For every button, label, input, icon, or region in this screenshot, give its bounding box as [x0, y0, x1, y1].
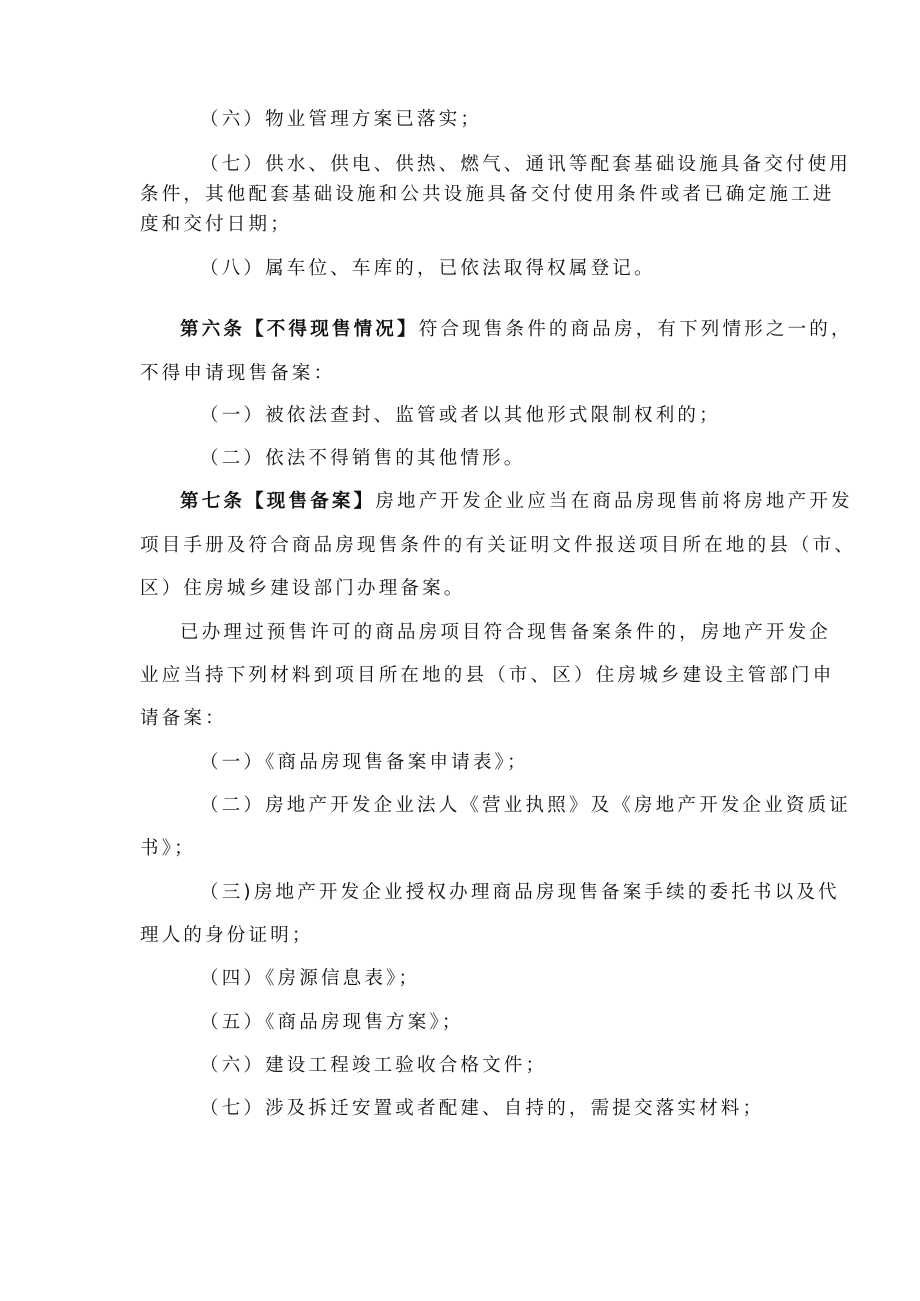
- article-7-line-1: [180, 490, 853, 514]
- clause-7-item-line-3: 度和交付日期；: [140, 214, 292, 235]
- material-item-2-line-1: （二）房地产开发企业法人《营业执照》及《房地产开发企业资质证: [200, 795, 852, 816]
- article-6-line-2: 不得申请现售备案：: [140, 363, 336, 384]
- material-item-6: （六）建设工程竣工验收合格文件；: [200, 1055, 548, 1076]
- clause-8-item: （八）属车位、车库的，已依法取得权属登记。: [200, 258, 656, 279]
- article-7-text: 房地产开发企业应当在商品房现售前将房地产开发: [375, 491, 853, 512]
- material-item-2-line-2: 书》；: [140, 838, 196, 859]
- material-item-7: （七）涉及拆迁安置或者配建、自持的，需提交落实材料；: [200, 1098, 765, 1119]
- clause-7-item-line-2: 条件，其他配套基础设施和公共设施具备交付使用条件或者已确定施工进: [140, 184, 835, 205]
- article-6-heading: 第六条【不得现售情况】: [180, 319, 419, 340]
- article-7-heading: 第七条【现售备案】: [180, 491, 376, 512]
- clause-6-item: （六）物业管理方案已落实；: [200, 109, 483, 130]
- material-item-3-line-1: （三)房地产开发企业授权办理商品房现售备案手续的委托书以及代: [200, 882, 840, 903]
- clause-7-item-line-1: （七）供水、供电、供热、燃气、通讯等配套基础设施具备交付使用: [200, 154, 852, 175]
- article-6-item-1: （一）被依法查封、监管或者以其他形式限制权利的；: [200, 405, 721, 426]
- paragraph-line-2: 业应当持下列材料到项目所在地的县（市、区）住房城乡建设主管部门申: [140, 665, 835, 686]
- article-6-text: 符合现售条件的商品房，有下列情形之一的，: [418, 319, 853, 340]
- material-item-3-line-2: 理人的身份证明；: [140, 925, 314, 946]
- material-item-4: （四）《房源信息表》；: [200, 968, 421, 989]
- material-item-5: （五）《商品房现售方案》；: [200, 1012, 464, 1033]
- paragraph-line-1: 已办理过预售许可的商品房项目符合现售备案条件的，房地产开发企: [180, 622, 832, 643]
- article-7-line-3: 区）住房城乡建设部门办理备案。: [140, 578, 466, 599]
- article-7-line-2: 项目手册及符合商品房现售条件的有关证明文件报送项目所在地的县（市、: [140, 535, 857, 556]
- paragraph-line-3: 请备案：: [140, 708, 227, 729]
- article-6-line-1: [180, 318, 853, 342]
- article-6-item-2: （二）依法不得销售的其他情形。: [200, 448, 526, 469]
- material-item-1: （一）《商品房现售备案申请表》；: [200, 752, 529, 773]
